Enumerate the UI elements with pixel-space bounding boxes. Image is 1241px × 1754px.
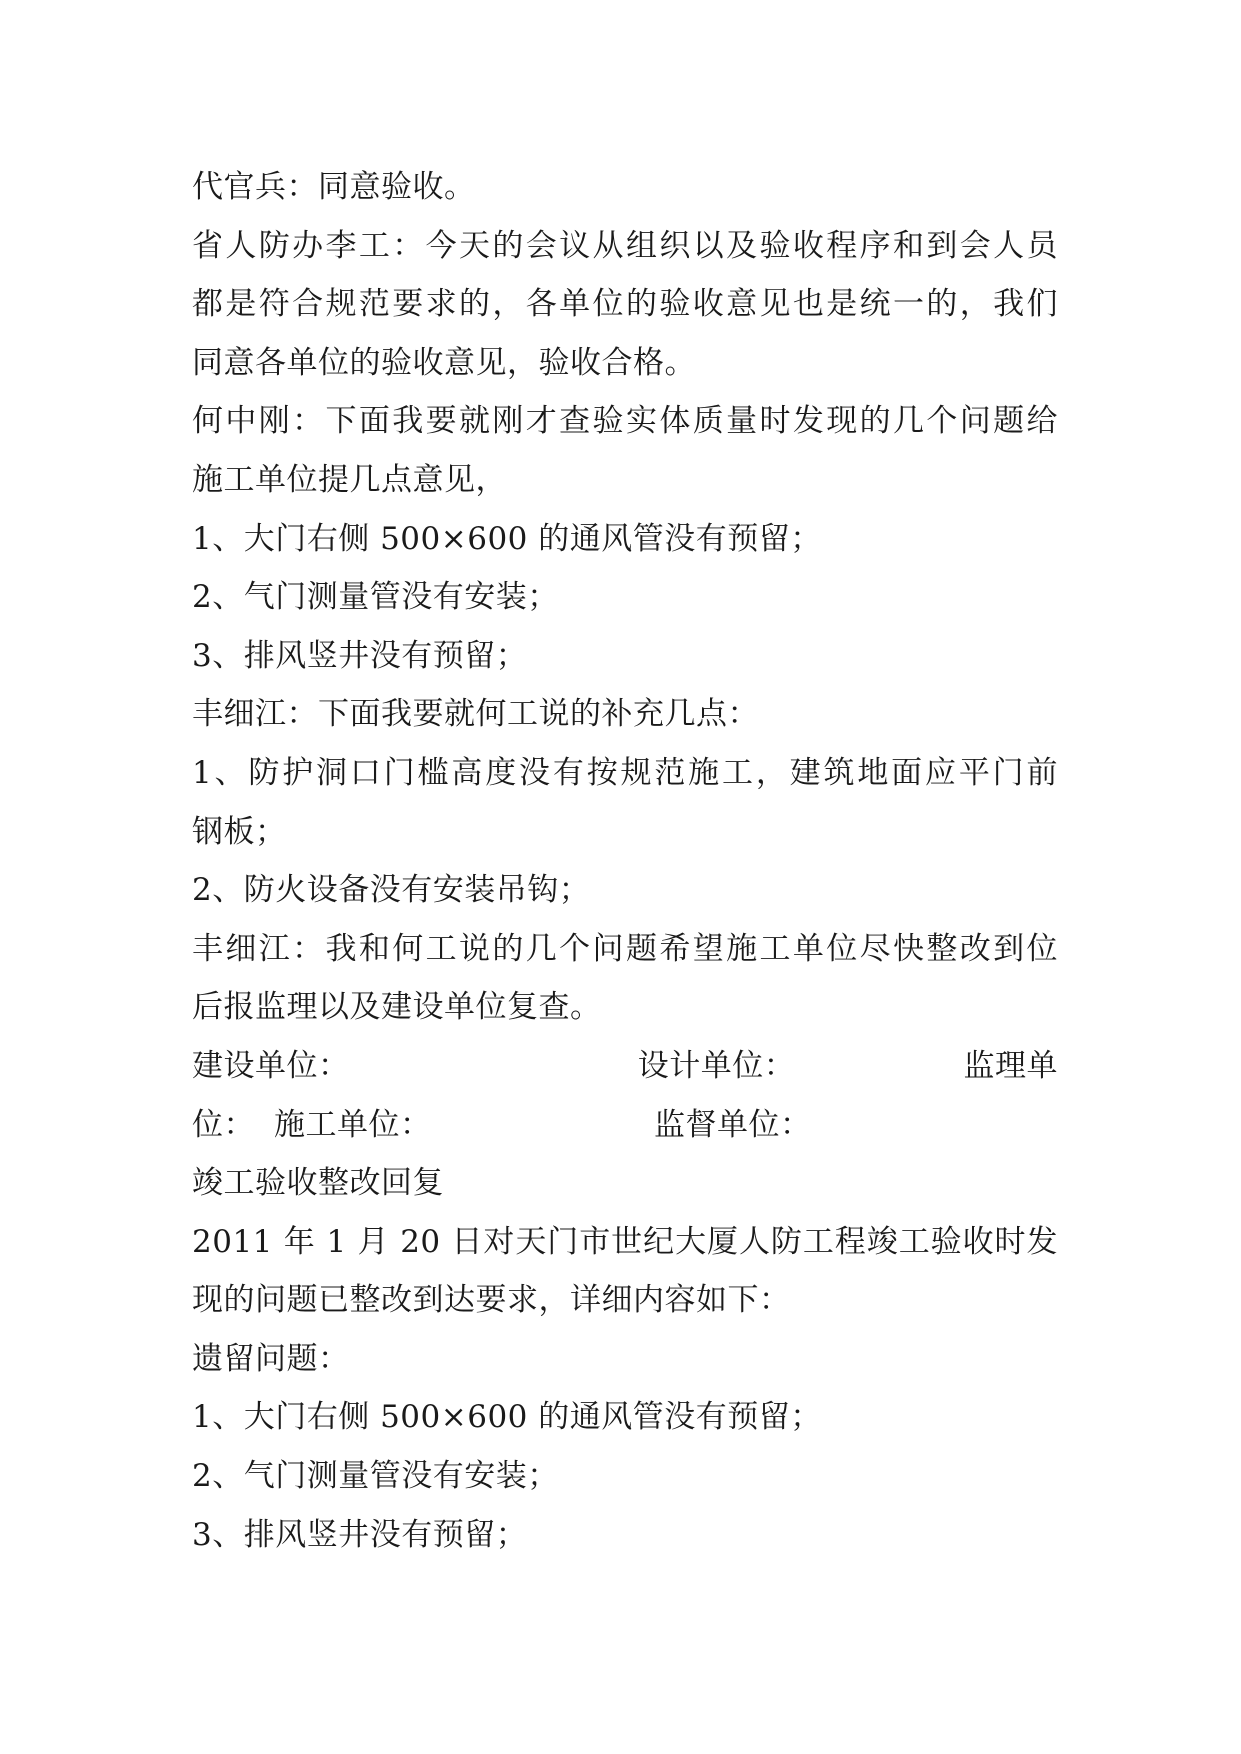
text-line: 3、排风竖井没有预留； [192, 637, 528, 674]
text-line: 丰细江：下面我要就何工说的补充几点： [192, 696, 759, 733]
signature-contractor-unit: 施工单位： [274, 1106, 432, 1143]
text-line: 2、气门测量管没有安装； [192, 1458, 559, 1495]
text-line: 2、防火设备没有安装吊钩； [192, 872, 591, 909]
text-line: 代官兵：同意验收。 [192, 169, 476, 205]
text-line: 施工单位提几点意见， [192, 461, 507, 498]
text-line: 1、大门右侧 500×600 的通风管没有预留； [192, 1399, 822, 1436]
meeting-minutes [192, 158, 1058, 1037]
text-line: 丰细江：我和何工说的几个问题希望施工单位尽快整改到位 [192, 930, 1058, 967]
text-line: 2011 年 1 月 20 日对天门市世纪大厦人防工程竣工验收时发 [192, 1223, 1058, 1260]
text-line: 钢板； [192, 813, 287, 850]
text-line: 3、排风竖井没有预留； [192, 1516, 528, 1553]
text-line: 1、防护洞口门槛高度没有按规范施工，建筑地面应平门前 [192, 754, 1058, 791]
signature-supervision-unit-part: 监理单 [963, 1047, 1058, 1084]
text-line: 2、气门测量管没有安装； [192, 579, 559, 616]
signature-supervision-unit-tail: 位： [192, 1106, 255, 1143]
text-line: 1、大门右侧 500×600 的通风管没有预留； [192, 520, 822, 557]
signature-row-1 [192, 1037, 1058, 1096]
signature-construction-unit: 建设单位： [192, 1047, 350, 1084]
text-line: 后报监理以及建设单位复查。 [192, 989, 602, 1026]
rectification-reply [192, 1154, 1058, 1564]
text-line: 省人防办李工：今天的会议从组织以及验收程序和到会人员 [192, 227, 1058, 264]
text-line: 同意各单位的验收意见，验收合格。 [192, 344, 696, 381]
text-line: 竣工验收整改回复 [192, 1165, 444, 1202]
signature-row-2 [192, 1096, 1058, 1155]
text-line: 何中刚：下面我要就刚才查验实体质量时发现的几个问题给 [192, 403, 1058, 440]
text-line: 现的问题已整改到达要求，详细内容如下： [192, 1282, 791, 1319]
signature-inspection-unit: 监督单位： [654, 1106, 812, 1143]
document-body [192, 158, 1058, 1564]
text-line: 遗留问题： [192, 1340, 350, 1377]
signature-design-unit: 设计单位： [637, 1047, 796, 1084]
text-line: 都是符合规范要求的，各单位的验收意见也是统一的，我们 [192, 286, 1058, 323]
